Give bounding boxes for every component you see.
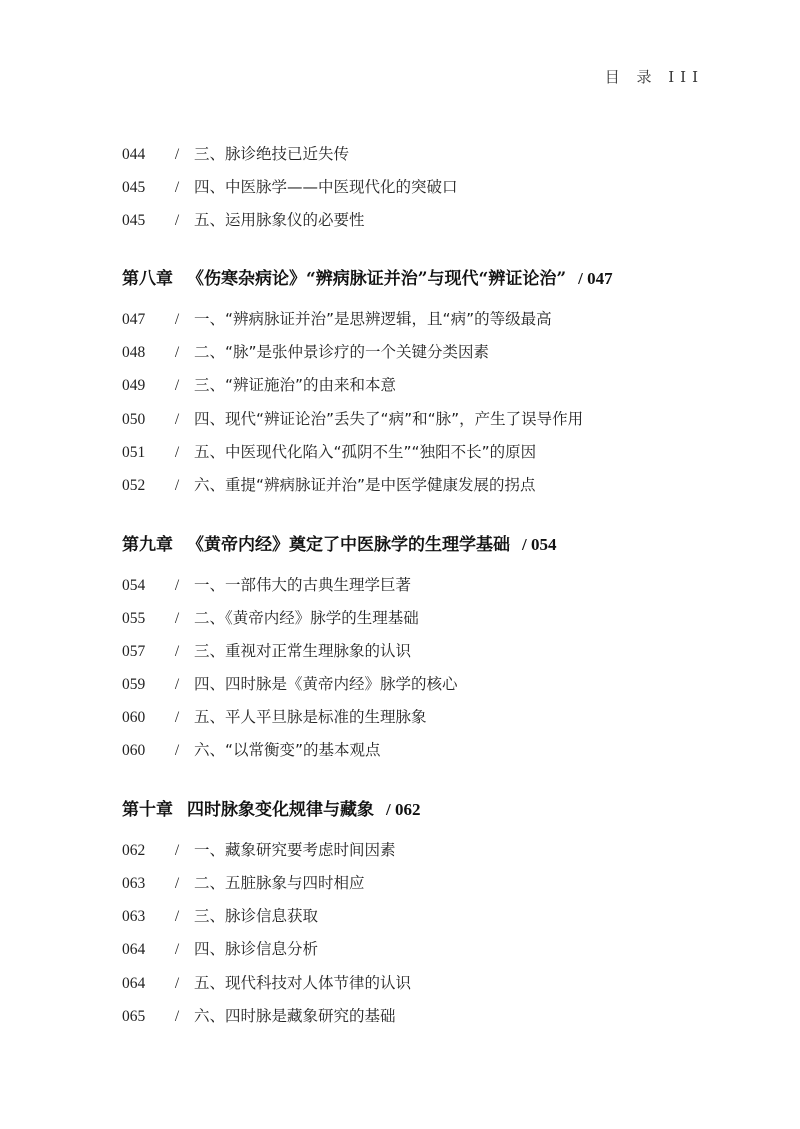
entry-title: 三、“辨证施治”的由来和本意: [194, 376, 397, 394]
entry-page-number: 052: [122, 477, 146, 494]
entry-title: 三、重视对正常生理脉象的认识: [194, 642, 412, 660]
entry-separator: /: [174, 212, 180, 229]
entry-title: 五、运用脉象仪的必要性: [194, 211, 365, 229]
toc-entry[interactable]: [122, 308, 552, 330]
chapter-heading-8[interactable]: [122, 266, 613, 292]
entry-title: 六、四时脉是藏象研究的基础: [194, 1007, 396, 1025]
chapter-page-ref: / 047: [578, 269, 613, 288]
entry-title: 一、藏象研究要考虑时间因素: [194, 841, 396, 859]
chapter-number: 第九章: [122, 535, 173, 555]
entry-page-number: 060: [122, 709, 146, 726]
entry-title: 五、中医现代化陷入“孤阴不生”“独阳不长”的原因: [194, 443, 537, 461]
toc-entry[interactable]: [122, 872, 365, 894]
entry-page-number: 065: [122, 1008, 146, 1025]
toc-entry[interactable]: [122, 972, 411, 994]
toc-entry[interactable]: [122, 408, 583, 430]
entry-separator: /: [174, 411, 180, 428]
toc-entry[interactable]: [122, 574, 411, 596]
entry-page-number: 064: [122, 941, 146, 958]
entry-page-number: 055: [122, 610, 146, 627]
entry-page-number: 059: [122, 676, 146, 693]
entry-page-number: 045: [122, 179, 146, 196]
entry-title: 二、《黄帝内经》脉学的生理基础: [194, 609, 419, 627]
running-head: 目 录 III: [604, 68, 704, 86]
entry-title: 四、中医脉学——中医现代化的突破口: [194, 178, 458, 196]
entry-separator: /: [174, 444, 180, 461]
toc-entry[interactable]: [122, 640, 411, 662]
entry-separator: /: [174, 577, 180, 594]
entry-separator: /: [174, 676, 180, 693]
entry-separator: /: [174, 975, 180, 992]
entry-separator: /: [174, 311, 180, 328]
toc-entry[interactable]: [122, 839, 396, 861]
entry-separator: /: [174, 377, 180, 394]
entry-separator: /: [174, 709, 180, 726]
entry-page-number: 045: [122, 212, 146, 229]
chapter-page-ref: / 062: [386, 800, 421, 819]
toc-entry[interactable]: [122, 673, 458, 695]
toc-entry[interactable]: [122, 441, 536, 463]
chapter-title: 四时脉象变化规律与藏象: [187, 800, 374, 820]
entry-title: 六、“以常衡变”的基本观点: [194, 741, 381, 759]
entry-title: 三、脉诊绝技已近失传: [194, 145, 350, 163]
entry-title: 一、“辨病脉证并治”是思辨逻辑，且“病”的等级最高: [194, 310, 552, 328]
entry-title: 二、五脏脉象与四时相应: [194, 874, 365, 892]
entry-page-number: 051: [122, 444, 146, 461]
chapter-heading-9[interactable]: [122, 532, 556, 558]
toc-entry[interactable]: [122, 905, 318, 927]
chapter-heading-10[interactable]: [122, 797, 420, 823]
toc-entry[interactable]: [122, 474, 536, 496]
toc-entry[interactable]: [122, 143, 349, 165]
entry-page-number: 054: [122, 577, 146, 594]
entry-title: 三、脉诊信息获取: [194, 907, 319, 925]
entry-separator: /: [174, 1008, 180, 1025]
chapter-number: 第十章: [122, 800, 173, 820]
chapter-page-ref: / 054: [522, 535, 557, 554]
entry-separator: /: [174, 643, 180, 660]
entry-separator: /: [174, 941, 180, 958]
toc-entry[interactable]: [122, 374, 396, 396]
toc-entry[interactable]: [122, 938, 318, 960]
toc-entry[interactable]: [122, 341, 489, 363]
entry-separator: /: [174, 477, 180, 494]
entry-page-number: 060: [122, 742, 146, 759]
entry-separator: /: [174, 610, 180, 627]
toc-entry[interactable]: [122, 607, 419, 629]
entry-page-number: 048: [122, 344, 146, 361]
entry-separator: /: [174, 842, 180, 859]
entry-title: 一、一部伟大的古典生理学巨著: [194, 576, 412, 594]
entry-page-number: 057: [122, 643, 146, 660]
entry-page-number: 064: [122, 975, 146, 992]
entry-title: 二、“脉”是张仲景诊疗的一个关键分类因素: [194, 343, 490, 361]
entry-title: 四、四时脉是《黄帝内经》脉学的核心: [194, 675, 458, 693]
toc-entry[interactable]: [122, 209, 365, 231]
entry-separator: /: [174, 742, 180, 759]
chapter-title: 《黄帝内经》奠定了中医脉学的生理学基础: [187, 535, 510, 555]
entry-page-number: 047: [122, 311, 146, 328]
entry-page-number: 044: [122, 146, 146, 163]
entry-separator: /: [174, 344, 180, 361]
chapter-title: 《伤寒杂病论》“辨病脉证并治”与现代“辨证论治”: [187, 269, 567, 289]
entry-page-number: 063: [122, 908, 146, 925]
toc-entry[interactable]: [122, 739, 381, 761]
entry-title: 六、重提“辨病脉证并治”是中医学健康发展的拐点: [194, 476, 536, 494]
entry-separator: /: [174, 908, 180, 925]
entry-page-number: 063: [122, 875, 146, 892]
toc-entry[interactable]: [122, 176, 458, 198]
entry-title: 四、现代“辨证论治”丢失了“病”和“脉”，产生了误导作用: [194, 410, 584, 428]
entry-page-number: 050: [122, 411, 146, 428]
toc-entry[interactable]: [122, 706, 427, 728]
chapter-number: 第八章: [122, 269, 173, 289]
entry-page-number: 049: [122, 377, 146, 394]
toc-entry[interactable]: [122, 1005, 396, 1027]
entry-page-number: 062: [122, 842, 146, 859]
entry-separator: /: [174, 179, 180, 196]
entry-title: 五、平人平旦脉是标准的生理脉象: [194, 708, 427, 726]
entry-separator: /: [174, 146, 180, 163]
entry-title: 四、脉诊信息分析: [194, 940, 319, 958]
entry-separator: /: [174, 875, 180, 892]
entry-title: 五、现代科技对人体节律的认识: [194, 974, 412, 992]
